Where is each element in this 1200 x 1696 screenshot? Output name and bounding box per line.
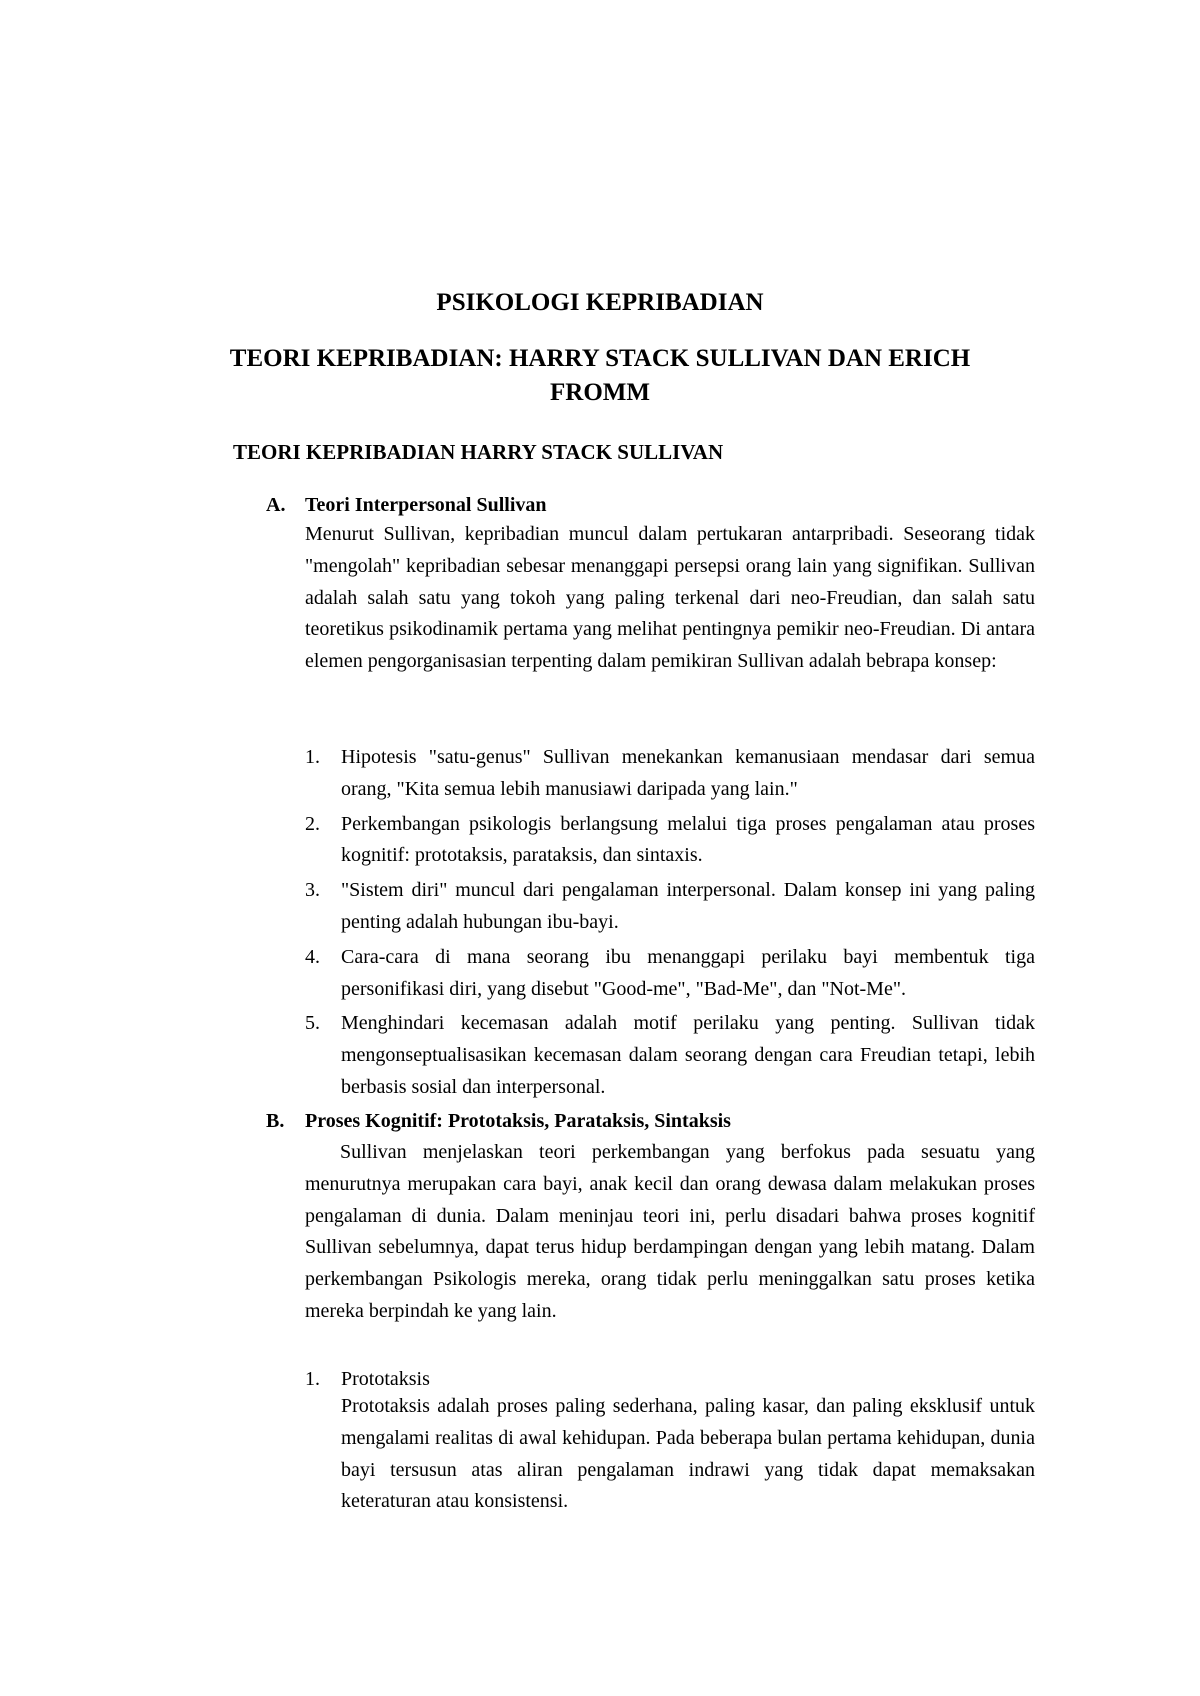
section-b-paragraph	[305, 1137, 1035, 1328]
document-subtitle: TEORI KEPRIBADIAN: HARRY STACK SULLIVAN DAN ERICH FROMM	[229, 345, 971, 406]
list-item	[305, 875, 1035, 939]
list-item	[305, 942, 1035, 1006]
list-item-text: "Sistem diri" muncul dari pengalaman interpersonal. Dalam konsep ini yang paling penting adalah hubungan ibu-bayi.	[341, 879, 1035, 933]
list-item-text: Menghindari kecemasan adalah motif perilaku yang penting. Sullivan tidak mengonseptualisasikan kecemasan dalam seorang dengan cara Freudian tetapi, lebih berbasis sosial dan interpersonal.	[341, 1012, 1035, 1098]
section-title: TEORI KEPRIBADIAN HARRY STACK SULLIVAN	[233, 440, 724, 464]
list-item-text: Perkembangan psikologis berlangsung melalui tiga proses pengalaman atau proses kognitif: prototaksis, parataksis, dan sintaxis.	[341, 812, 1035, 867]
section-b-label: B.	[266, 1110, 285, 1132]
list-item-text: Hipotesis "satu-genus" Sullivan menekankan kemanusiaan mendasar dari semua orang, "Kita semua lebih manusiawi daripada yang lain."	[341, 746, 1035, 800]
section-a-title: Teori Interpersonal Sullivan	[305, 494, 547, 516]
list-item-number: 5.	[305, 1012, 320, 1035]
section-a-list	[305, 742, 1035, 1107]
list-item	[305, 1008, 1035, 1103]
list-item-title: Prototaksis	[341, 1368, 430, 1390]
section-a-label: A.	[266, 494, 286, 516]
list-item-number: 2.	[305, 812, 320, 835]
list-item-number: 4.	[305, 945, 320, 968]
list-item-number: 1.	[305, 1368, 320, 1390]
list-item-number: 3.	[305, 879, 320, 902]
prototaksis-paragraph: Prototaksis adalah proses paling sederhana, paling kasar, dan paling eksklusif untuk mengalami realitas di awal kehidupan. Pada beberapa bulan pertama kehidupan, dunia bayi tersusun atas aliran pengalaman indrawi yang tidak dapat memaksakan keteraturan atau konsistensi.	[341, 1395, 1035, 1513]
list-item-number: 1.	[305, 746, 320, 768]
section-a-paragraph: Menurut Sullivan, kepribadian muncul dalam pertukaran antarpribadi. Seseorang tidak "mengolah" kepribadian sebesar menanggapi persepsi orang lain yang signifikan. Sullivan adalah salah satu yang tokoh yang paling terkenal dari neo-Freudian, dan salah satu teoretikus psikodinamik pertama yang melihat pentingnya pemikir neo-Freudian. Di antara elemen pengorganisasian terpenting dalam pemikiran Sullivan adalah bebrapa konsep:	[305, 523, 1035, 673]
section-b-paragraph-text: Sullivan menjelaskan teori perkembangan yang berfokus pada sesuatu yang menurutnya merupakan cara bayi, anak kecil dan orang dewasa dalam melakukan proses pengalaman di dunia. Dalam meninjau teori ini, perlu disadari bahwa proses kognitif Sullivan sebelumnya, dapat terus hidup berdampingan dengan yang lebih matang. Dalam perkembangan Psikologis mereka, orang tidak perlu meninggalkan satu proses ketika mereka berpindah ke yang lain.	[305, 1141, 1035, 1322]
document-title: PSIKOLOGI KEPRIBADIAN	[436, 289, 764, 316]
list-item	[305, 742, 1035, 806]
section-b-title: Proses Kognitif: Prototaksis, Parataksis, Sintaksis	[305, 1110, 731, 1132]
list-item-text: Cara-cara di mana seorang ibu menanggapi perilaku bayi membentuk tiga personifikasi diri, yang disebut "Good-me", "Bad-Me", dan "Not-Me".	[341, 945, 1035, 1000]
list-item	[305, 809, 1035, 873]
